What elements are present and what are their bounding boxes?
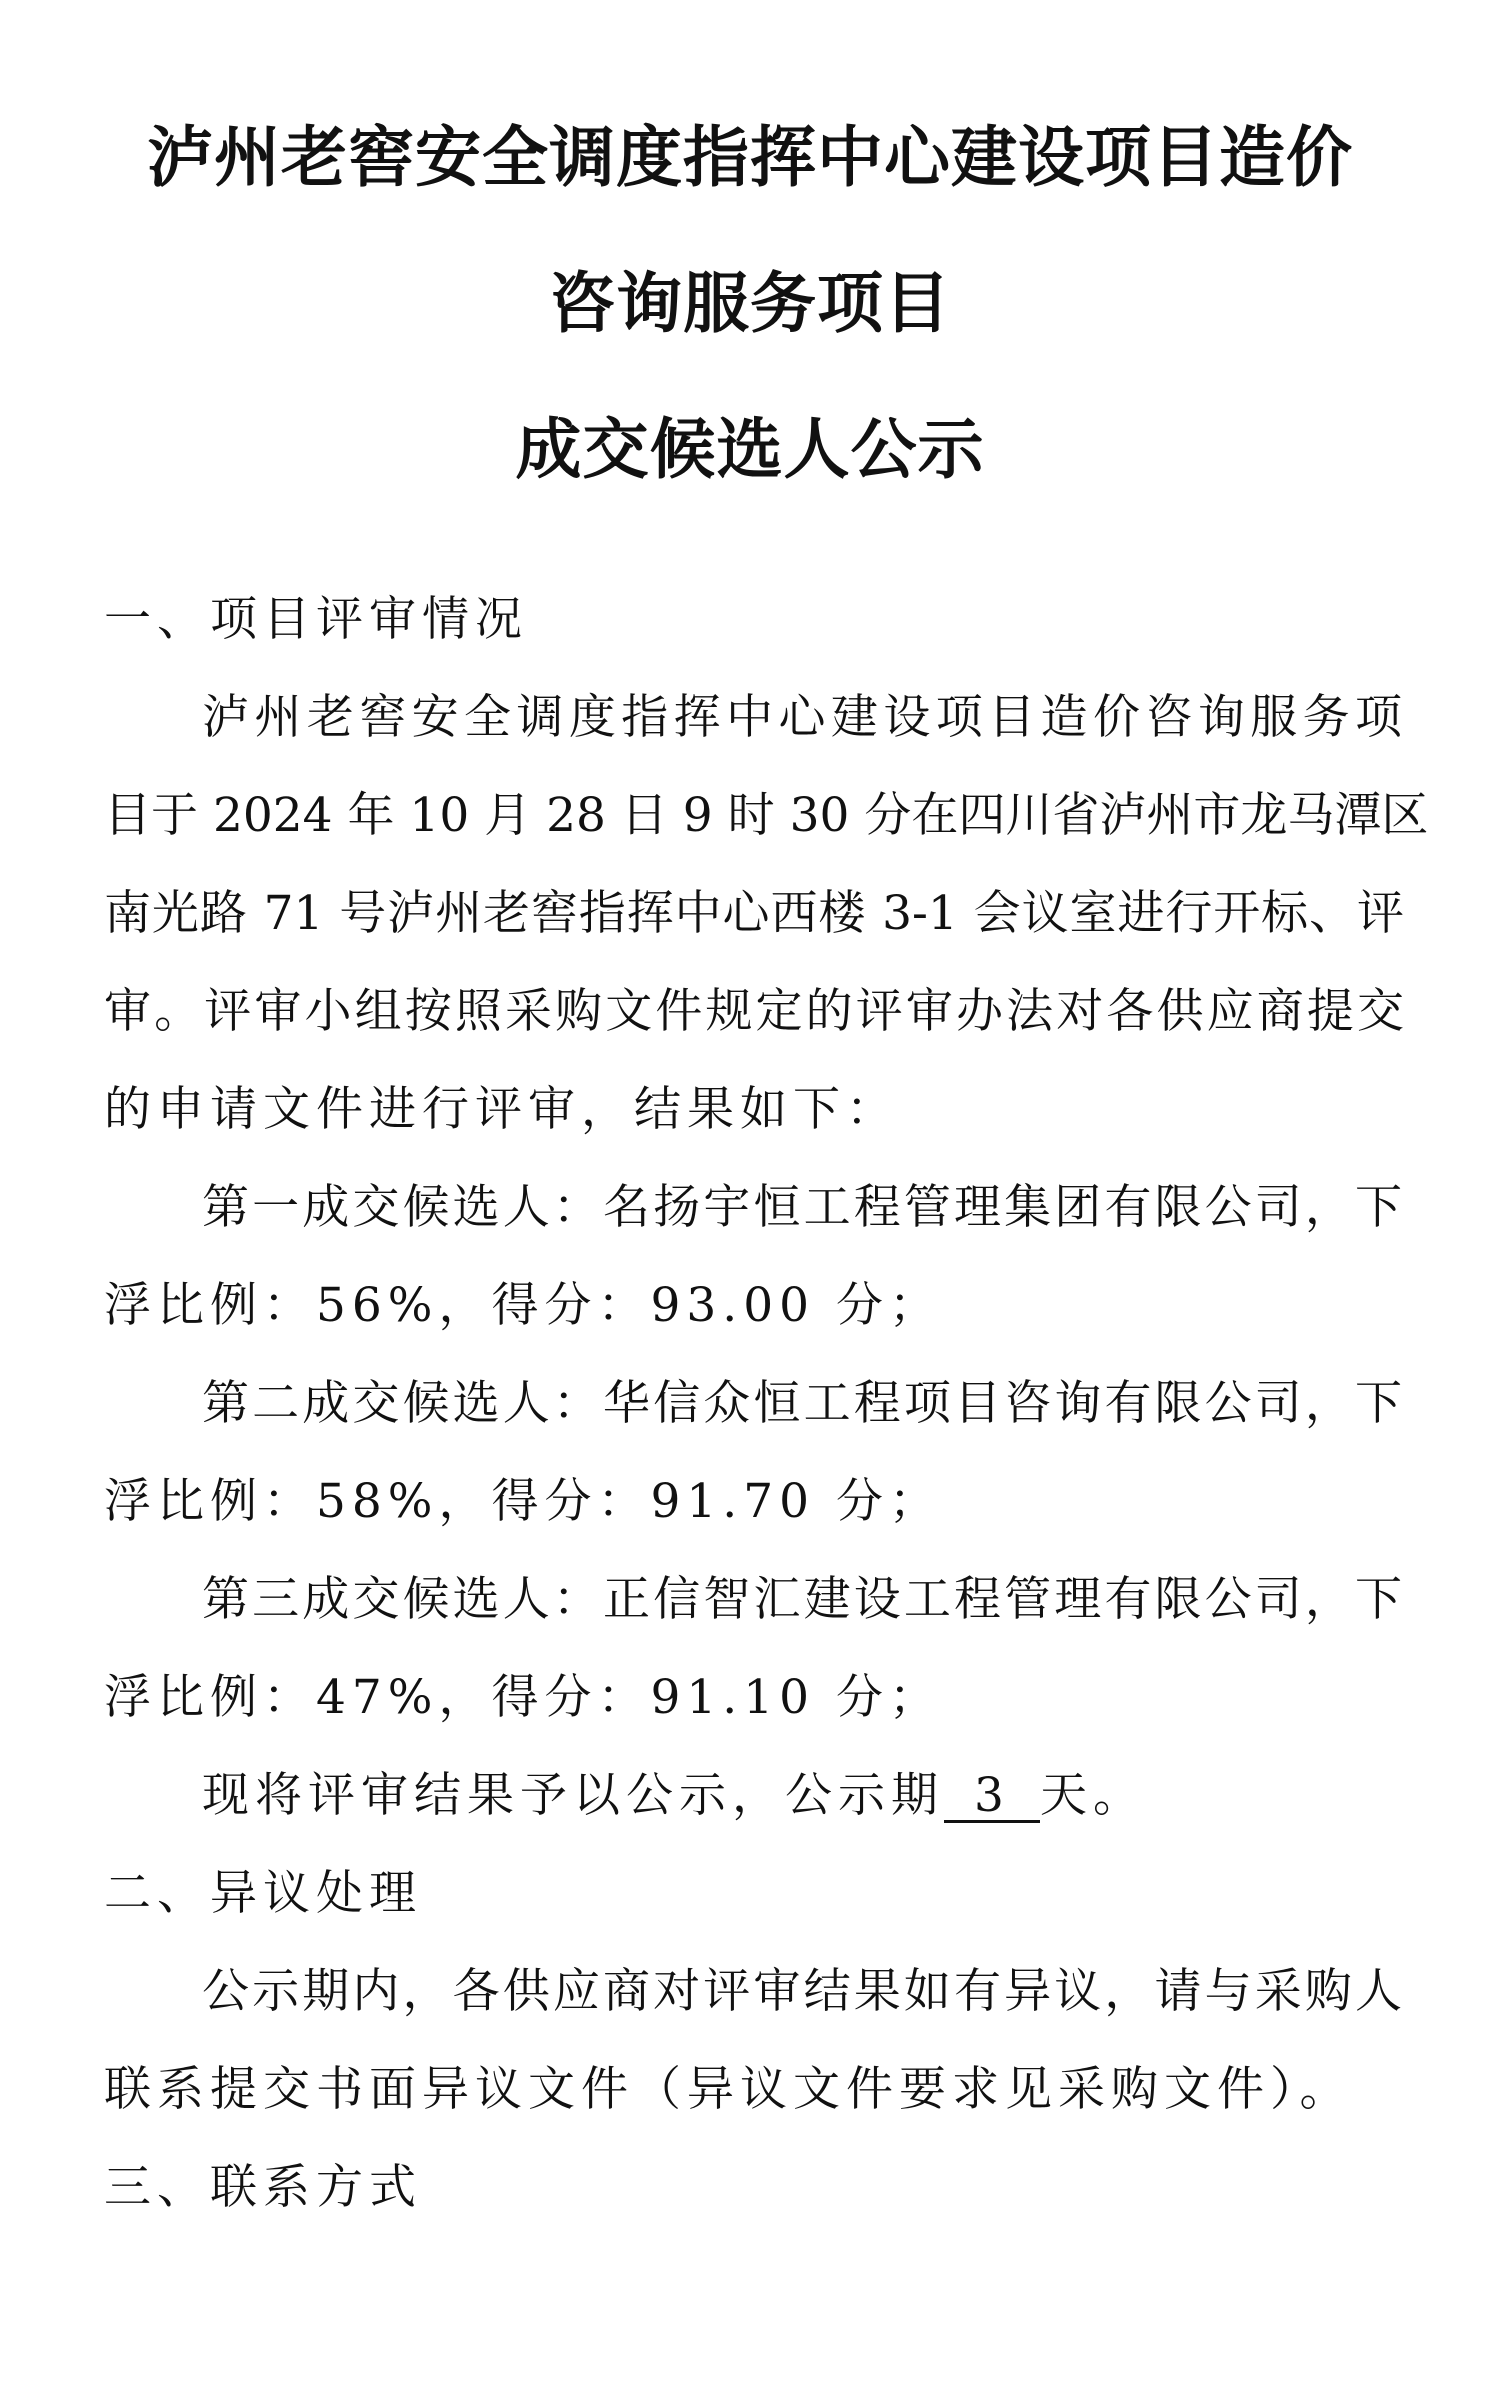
document-title-line-2: 咨询服务项目 xyxy=(549,265,951,342)
candidate-3-line-2: 浮比例：47%，得分：91.10 分； xyxy=(104,1670,942,1725)
section-1-paragraph-line: 目于 2024 年 10 月 28 日 9 时 30 分在四川省泸州市龙马潭区 xyxy=(104,788,1429,843)
candidate-1-line-2: 浮比例：56%，得分：93.00 分； xyxy=(104,1278,942,1333)
publicity-notice xyxy=(202,1764,1402,1828)
section-1-heading: 一、项目评审情况 xyxy=(104,592,528,647)
document-title-line-3: 成交候选人公示 xyxy=(515,411,985,488)
publicity-notice-suffix: 天。 xyxy=(1040,1768,1146,1823)
section-1-paragraph-line: 南光路 71 号泸州老窖指挥中心西楼 3-1 会议室进行开标、评 xyxy=(104,886,1404,941)
publicity-notice-prefix: 现将评审结果予以公示，公示期 xyxy=(202,1768,944,1823)
candidate-1-line-1: 第一成交候选人：名扬宇恒工程管理集团有限公司，下 xyxy=(202,1180,1402,1235)
section-1-paragraph-line: 审。评审小组按照采购文件规定的评审办法对各供应商提交 xyxy=(104,984,1404,1039)
section-3-heading: 三、联系方式 xyxy=(104,2160,422,2215)
section-2-paragraph-line: 联系提交书面异议文件（异议文件要求见采购文件）。 xyxy=(104,2062,1353,2117)
candidate-2-line-1: 第二成交候选人：华信众恒工程项目咨询有限公司，下 xyxy=(202,1376,1402,1431)
section-1-paragraph-line: 的申请文件进行评审，结果如下： xyxy=(104,1082,899,1137)
candidate-2-line-2: 浮比例：58%，得分：91.70 分； xyxy=(104,1474,942,1529)
section-2-heading: 二、异议处理 xyxy=(104,1866,422,1921)
publicity-days-value: 3 xyxy=(944,1772,1040,1823)
section-1-paragraph-line: 泸州老窖安全调度指挥中心建设项目造价咨询服务项 xyxy=(202,690,1402,745)
document-title-line-1: 泸州老窖安全调度指挥中心建设项目造价 xyxy=(147,119,1353,196)
section-2-paragraph-line: 公示期内，各供应商对评审结果如有异议，请与采购人 xyxy=(202,1964,1402,2019)
candidate-3-line-1: 第三成交候选人：正信智汇建设工程管理有限公司，下 xyxy=(202,1572,1402,1627)
